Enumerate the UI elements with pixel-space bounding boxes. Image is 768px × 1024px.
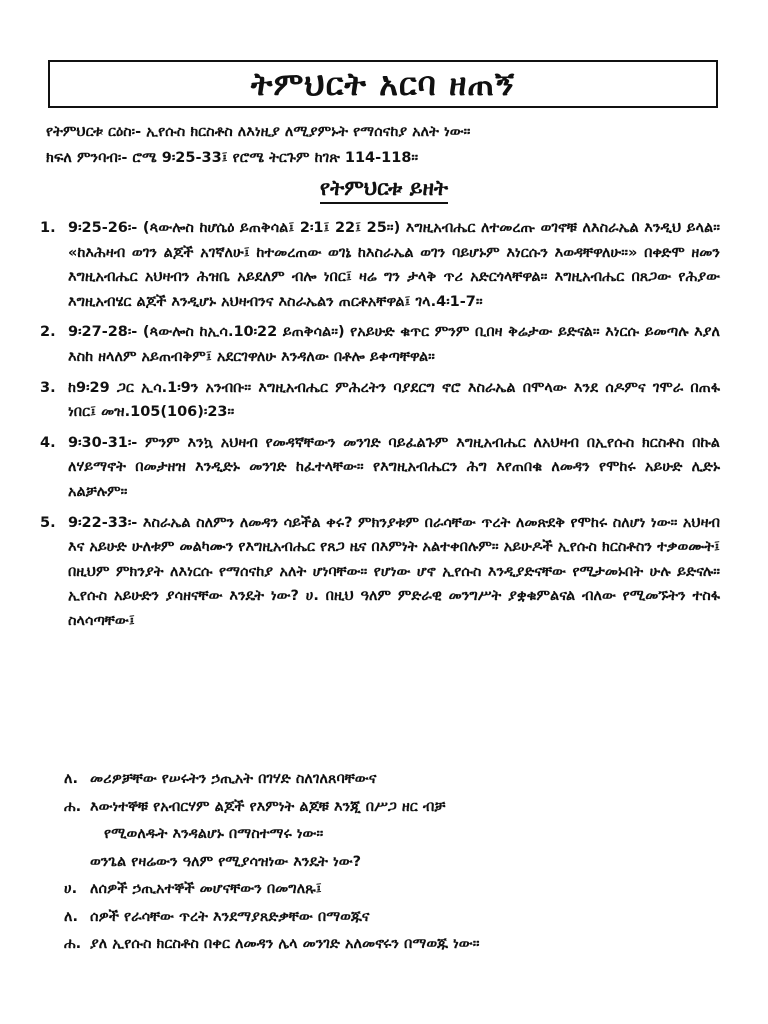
list-item-number: 5.	[40, 514, 56, 531]
list-item-text: 9፡25-26፡- (ጳውሎስ ከሆሴዕ ይጠቅሳል፤ 2፡1፤ 22፤ 25።) እግዚአብሔር ለተመረጡ ወገኖቹ ለእስራኤል እንዲህ ይላል። «ከእሕዛብ ወገን ልጆች አገኛለሁ፤ ከተመረጠው ወገኔ ከእስራኤል ወገን ባይሆኑም እነርሱን እወዳቸዋለሁ።» በቀድሞ ዘመን እግዚአብሔር አህዛብን ሕዝቤ አይደለም ብሎ ነበር፤ ዛሬ ግን ታላቅ ጥሪ አድርጎላቸዋል። እግዚአብሔር በጸጋው የሕያው እግዚአብሄር ልጆች እንዲሆኑ አህዛብንና እስራኤልን ጠርቶአቸዋል፤ ገላ.4፡1-7።	[68, 220, 720, 310]
lesson-topic-line: የትምህርቱ ርዕስ፡- ኢየሱስ ክርስቶስ ለእነዚያ ለሚያምኑት የማሰናከያ አለት ነው።	[46, 124, 471, 140]
sub-item	[64, 849, 704, 877]
sub-item	[64, 904, 704, 932]
list-item	[40, 320, 720, 369]
section-heading	[0, 176, 768, 201]
sub-item-text: ያለ ኢየሱስ ክርስቶስ በቀር ለመዳን ሌላ መንገድ አለመኖሩን በማወጁ ነው።	[90, 936, 480, 952]
sub-item-text: መሪዎቻቸው የሠሩትን ኃጢአት በገሃድ ስለገለጸባቸውና	[90, 771, 377, 787]
section-heading-text: የትምህርቱ ይዘት	[320, 176, 448, 204]
sub-item-continuation: የሚወለዱት እንዳልሆኑ በማስተማሩ ነው።	[104, 826, 324, 842]
sub-item-mark: ለ.	[64, 908, 79, 925]
sub-item-mark: ሐ.	[64, 798, 82, 815]
list-item	[40, 511, 720, 634]
numbered-list	[40, 216, 720, 640]
list-item-number: 4.	[40, 434, 56, 451]
sub-item-text: ወንጌል የዛሬውን ዓለም የሚያሳዝነው እንዴት ነው?	[90, 853, 362, 870]
list-item-text: 9፡30-31፡- ምንም እንኳ አህዛብ የመዳኛቸውን መንገድ ባይፈልጉም እግዚአብሔር ለአህዛብ በኢየሱስ ክርስቶስ በኩል ለሃይማኖት በመታዘዝ እንዲድኑ መንገድ ከፈተላቸው። የእግዚአብሔርን ሕግ እየጠበቁ ለመዳን የሞከሩ አይሁድ ሊድኑ አልቻሉም።	[68, 434, 720, 500]
sub-item-mark: ሀ.	[64, 881, 78, 897]
sub-item	[64, 766, 704, 794]
sub-list	[64, 766, 704, 959]
list-item-text: ከ9፡29 ጋር ኢሳ.1፡9ን አንብቡ። እግዚአብሔር ምሕረትን ባያደርግ ኖሮ እስራኤል በሞላው እንደ ሰዶምና ገሞራ በጠፋ ነበር፤ መዝ.105(106)፡23።	[68, 379, 720, 421]
list-item-number: 1.	[40, 220, 56, 236]
title-box	[48, 60, 718, 108]
sub-item-text: እውነተኞቹ የአብርሃም ልጆች የእምነት ልጆቹ እንጂ በሥጋ ዘር ብቻ	[90, 798, 446, 815]
sub-item-text: ለሰዎች ኃጢአተኞች መሆናቸውን በመግለጹ፤	[90, 881, 322, 897]
list-item-number: 2.	[40, 324, 56, 341]
sub-item	[64, 876, 704, 904]
sub-item	[64, 794, 704, 822]
reading-line: ክፍለ ምንባብ፡- ሮሜ 9፡25-33፤ የሮሜ ትርጉም ከገጽ 114-118።	[46, 150, 419, 166]
list-item	[40, 216, 720, 314]
page-title: ትምህርት አርባ ዘጠኝ	[250, 64, 516, 103]
sub-item-mark: ሐ.	[64, 936, 82, 952]
list-item-text: 9፡22-33፡- እስራኤል ስለምን ለመዳን ሳይችል ቀሩ? ምክንያቱም በራሳቸው ጥረት ለመጽደቅ የሞከሩ ስለሆነ ነው። አህዛብ እና አይሁድ ሁለቱም መልካሙን የእግዚአብሔር የጸጋ ዜና በእምነት አልተቀበሉም። አይሁዶች ኢየሱስ ክርስቶስን ተቃወሙት፤ በዚህም ምክንያት ለእነርሱ የማሰናከያ አለት ሆነባቸው። የሆነው ሆኖ ኢየሱስ እንዲያድናቸው የሚታመኑበት ሁሉ ይድናሉ። ኢየሱስ አይሁድን ያሳዘናቸው እንዴት ነው? ሀ. በዚህ ዓለም ምድራዊ መንግሥት ያቋቁምልናል ብለው የሚመኙትን ተስፋ ስላሳጣቸው፤	[68, 514, 720, 629]
sub-item-mark	[64, 849, 90, 877]
sub-item-mark: ለ.	[64, 771, 79, 787]
list-item-text: 9፡27-28፡- (ጳውሎስ ከኢሳ.10፡22 ይጠቅሳል።) የአይሁድ ቁጥር ምንም ቢበዛ ቅሬታው ይድናል። እነርሱ ይመጣሉ እያለ እስከ ዘላለም አይጠብቅም፤ አደርገዋለሁ እንዳለው በቶሎ ይቀጣቸዋል።	[68, 324, 720, 365]
list-item	[40, 376, 720, 425]
list-item	[40, 431, 720, 505]
list-item-number: 3.	[40, 379, 56, 396]
sub-item	[64, 931, 704, 959]
sub-item-text: ሰዎች የራሳቸው ጥረት እንደማያጸድቃቸው በማወጁና	[90, 908, 370, 925]
